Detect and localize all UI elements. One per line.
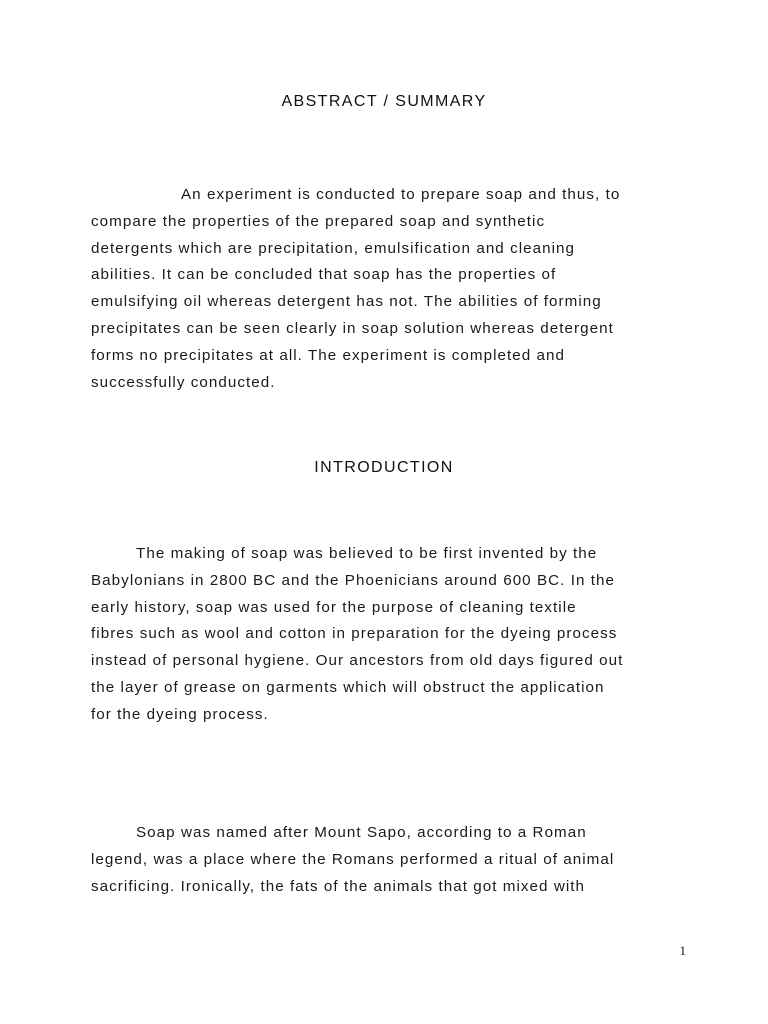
page-number: 1 [679,943,686,958]
paragraph-line: compare the properties of the prepared soap and synthetic [91,212,546,230]
paragraph-line: the layer of grease on garments which will obstruct the application [91,678,605,696]
paragraph-line: forms no precipitates at all. The experiment is completed and [91,346,566,364]
paragraph-line: An experiment is conducted to prepare soap and thus, to [181,186,621,203]
paragraph-line: The making of soap was believed to be first invented by the [136,545,598,562]
introduction-paragraph-2 [91,820,711,900]
paragraph-line: precipitates can be seen clearly in soap solution whereas detergent [91,319,614,337]
paragraph-line: emulsifying oil whereas detergent has not. The abilities of forming [91,293,602,311]
paragraph-line: successfully conducted. [91,373,276,391]
paragraph-line: detergents which are precipitation, emulsification and cleaning [91,239,576,257]
paragraph-line: sacrificing. Ironically, the fats of the animals that got mixed with [91,877,586,895]
abstract-paragraph [91,182,711,396]
paragraph-line: for the dyeing process. [91,705,269,723]
paragraph-line: fibres such as wool and cotton in preparation for the dyeing process [91,625,618,643]
introduction-paragraph-1 [91,541,711,729]
introduction-heading: INTRODUCTION [314,459,454,476]
abstract-heading: ABSTRACT / SUMMARY [281,93,487,110]
paragraph-line: instead of personal hygiene. Our ancestors from old days figured out [91,652,624,670]
paragraph-line: abilities. It can be concluded that soap has the properties of [91,266,557,284]
paragraph-line: Babylonians in 2800 BC and the Phoenicians around 600 BC. In the [91,571,615,589]
paragraph-line: early history, soap was used for the purpose of cleaning textile [91,598,577,616]
paragraph-line: legend, was a place where the Romans performed a ritual of animal [91,850,615,868]
paragraph-line: Soap was named after Mount Sapo, according to a Roman [136,824,587,841]
